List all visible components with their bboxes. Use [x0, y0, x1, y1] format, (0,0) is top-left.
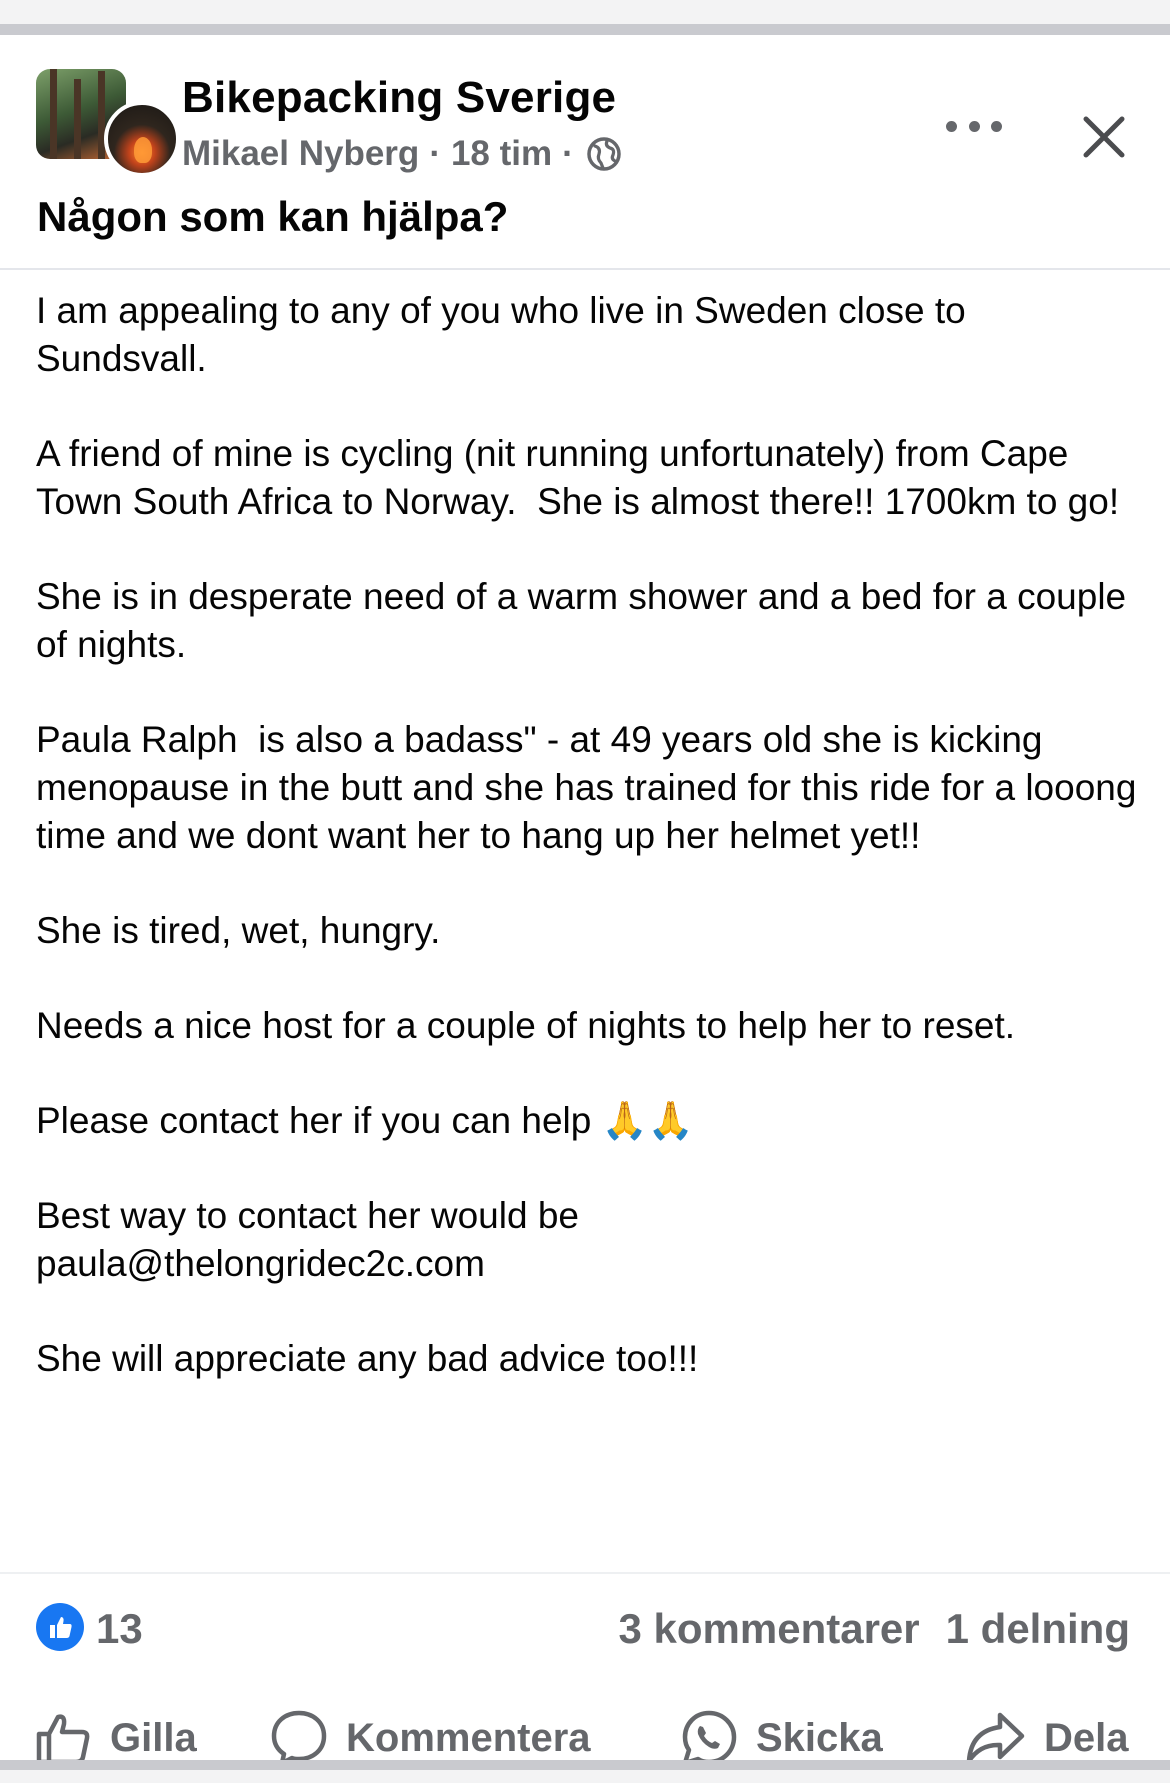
body-divider	[0, 1572, 1170, 1574]
post-card	[0, 35, 1170, 1760]
post-time[interactable]: 18 tim	[450, 134, 553, 173]
comment-label: Kommentera	[346, 1715, 591, 1760]
post-paragraph: A friend of mine is cycling (nit running unfortunately) from Cape Town South Africa to Norway. She is almost there!! 1700km to go!	[36, 433, 1120, 522]
send-label: Skicka	[756, 1715, 883, 1760]
meta-separator: ·	[562, 134, 574, 173]
post-body	[36, 287, 1146, 1430]
post-meta	[182, 134, 622, 174]
author-name[interactable]: Mikael Nyberg	[182, 134, 420, 173]
post-paragraph: She is in desperate need of a warm shower and a bed for a couple of nights.	[36, 576, 1137, 665]
bottom-divider	[0, 1760, 1170, 1770]
post-title: Någon som kan hjälpa?	[37, 193, 509, 240]
engagement-stats	[619, 1605, 1131, 1653]
bottom-background	[0, 1770, 1170, 1783]
avatar-group[interactable]	[36, 69, 158, 177]
thumbs-up-icon	[34, 1709, 92, 1767]
like-label: Gilla	[110, 1715, 197, 1760]
top-divider	[0, 24, 1170, 35]
thumbs-up-badge-icon[interactable]	[36, 1603, 84, 1651]
group-name[interactable]: Bikepacking Sverige	[182, 73, 617, 122]
post-paragraph: Paula Ralph is also a badass" - at 49 years old she is kicking menopause in the butt and she has trained for this ride for a looong time and we dont want her to hang up her helmet yet!!	[36, 719, 1147, 856]
share-count[interactable]: 1 delning	[945, 1605, 1130, 1652]
thumbs-up-glyph	[45, 1612, 75, 1642]
post-paragraph-email[interactable]: Best way to contact her would be paula@thelongridec2c.com	[36, 1195, 579, 1284]
share-label: Dela	[1044, 1715, 1129, 1760]
meta-separator: ·	[429, 134, 441, 173]
post-paragraph: She will appreciate any bad advice too!!!	[36, 1338, 699, 1379]
tree-trunk	[50, 69, 57, 159]
like-count[interactable]: 13	[96, 1605, 143, 1652]
dot	[991, 121, 1002, 132]
globe-icon	[586, 136, 622, 172]
post-paragraph: Needs a nice host for a couple of nights to help her to reset.	[36, 1005, 1016, 1046]
header-divider	[0, 268, 1170, 270]
whatsapp-icon	[680, 1709, 738, 1767]
dot	[969, 121, 980, 132]
comment-count[interactable]: 3 kommentarer	[618, 1605, 920, 1652]
post-paragraph: Please contact her if you can help 🙏🙏	[36, 1100, 694, 1141]
comment-bubble-icon	[270, 1709, 328, 1767]
share-arrow-icon	[964, 1709, 1026, 1767]
top-background	[0, 0, 1170, 24]
close-icon[interactable]	[1080, 113, 1128, 161]
post-paragraph: I am appealing to any of you who live in Sweden close to Sundsvall.	[36, 290, 976, 379]
tree-trunk	[74, 79, 81, 159]
campfire-glow	[134, 137, 152, 163]
post-paragraph: She is tired, wet, hungry.	[36, 910, 441, 951]
dot	[946, 121, 957, 132]
more-options-icon[interactable]	[946, 117, 1002, 135]
author-avatar[interactable]	[104, 101, 180, 177]
